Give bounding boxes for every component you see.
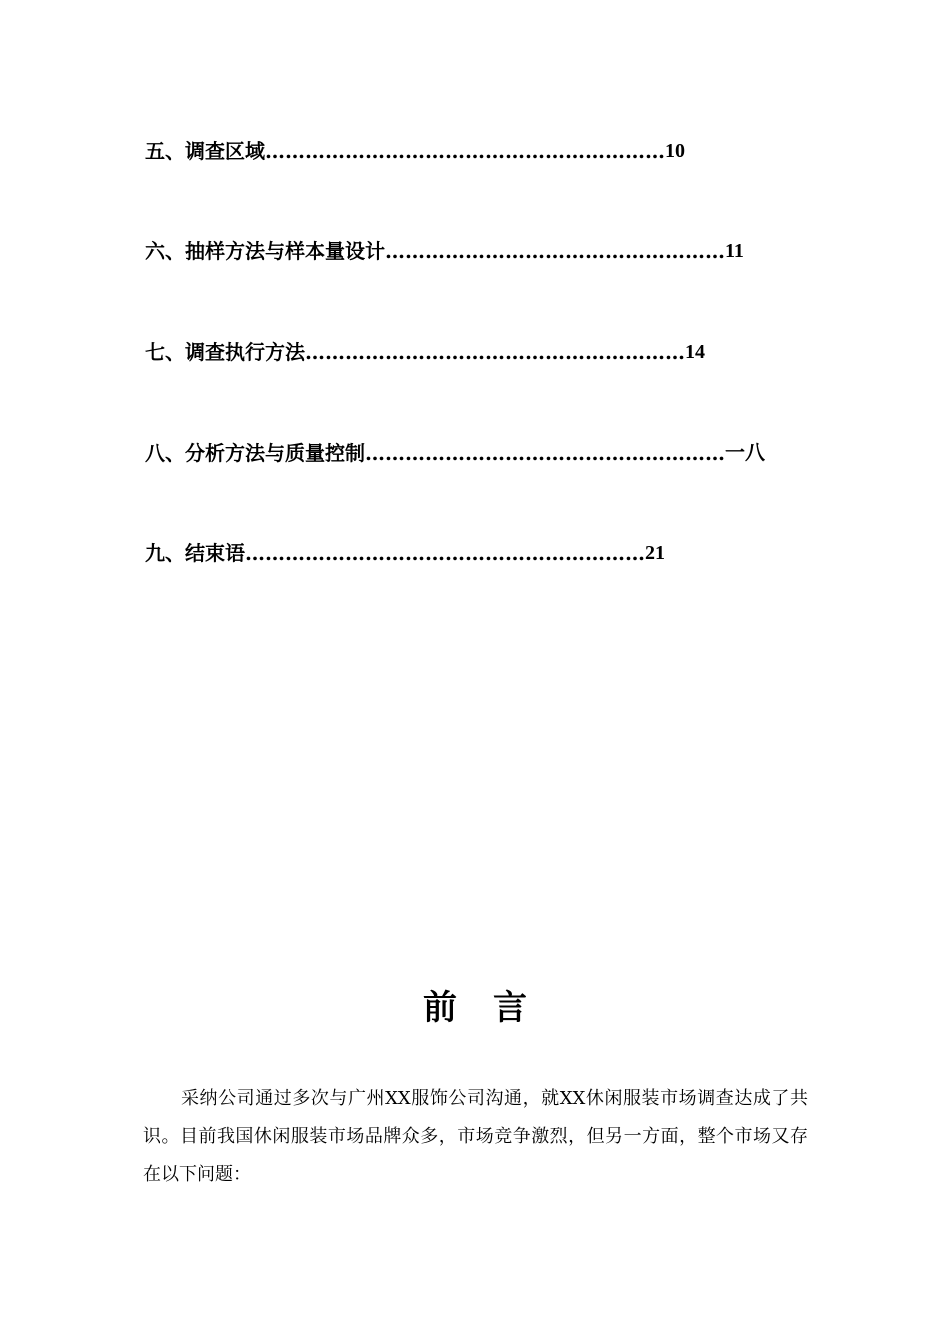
toc-entry-8[interactable] xyxy=(145,436,765,470)
toc-entry-title: 七、调查执行方法 xyxy=(145,340,305,364)
toc-dot-leader: …………………………………………………… xyxy=(265,139,665,163)
toc-dot-leader: …………………………………………… xyxy=(385,239,725,263)
toc-entry-7[interactable] xyxy=(145,335,705,369)
toc-dot-leader: ………………………………………………… xyxy=(305,340,685,364)
toc-page-number: 14 xyxy=(685,341,705,363)
toc-dot-leader: …………………………………………………… xyxy=(245,541,645,565)
preface-heading: 前言 xyxy=(423,988,563,1028)
toc-entry-5[interactable] xyxy=(145,134,685,168)
toc-entry-title: 八、分析方法与质量控制 xyxy=(145,441,365,465)
toc-page-number: 10 xyxy=(665,140,685,162)
toc-dot-leader: ……………………………………………… xyxy=(365,441,725,465)
toc-entry-9[interactable] xyxy=(145,536,665,570)
toc-entry-title: 九、结束语 xyxy=(145,541,245,565)
toc-entry-6[interactable] xyxy=(145,234,744,268)
toc-page-number: 21 xyxy=(645,542,665,564)
toc-entry-title: 六、抽样方法与样本量设计 xyxy=(145,239,385,263)
preface-body xyxy=(143,1080,808,1194)
toc-page-number: 一八 xyxy=(725,442,765,464)
toc-entry-title: 五、调查区域 xyxy=(145,139,265,163)
toc-page-number: 11 xyxy=(725,240,744,262)
preface-paragraph: 采纳公司通过多次与广州XX服饰公司沟通，就XX休闲服装市场调查达成了共识。目前我国休闲服装市场品牌众多，市场竞争激烈，但另一方面，整个市场又存在以下问题： xyxy=(143,1088,808,1185)
